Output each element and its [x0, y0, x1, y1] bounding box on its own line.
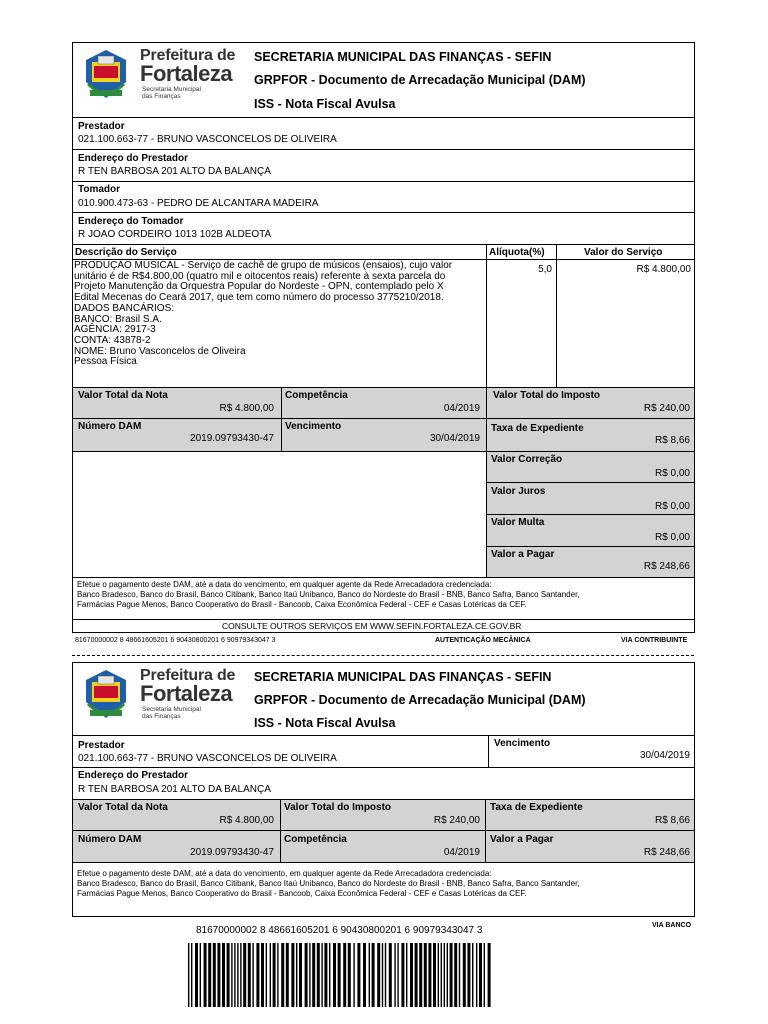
consulte-servicos: CONSULTE OUTROS SERVIÇOS EM WWW.SEFIN.FORTALEZA.CE.GOV.BR — [222, 621, 522, 631]
header-title-iss: ISS - Nota Fiscal Avulsa — [254, 716, 396, 730]
pagamento-line3: Farmácias Pague Menos, Banco Cooperativo do Brasil - Bancoob, Caixa Econômica Federal - CEF e Casas Lotéricas da CEF. — [77, 889, 527, 898]
taxa-expediente-label: Taxa de Expediente — [490, 802, 583, 813]
header-title-sefin: SECRETARIA MUNICIPAL DAS FINANÇAS - SEFIN — [254, 670, 552, 684]
endereco-prestador-value: R TEN BARBOSA 201 ALTO DA BALANÇA — [78, 784, 271, 795]
endereco-prestador-value: R TEN BARBOSA 201 ALTO DA BALANÇA — [78, 166, 271, 177]
aliquota-label: Alíquota(%) — [489, 247, 545, 258]
prestador-value: 021.100.663-77 - BRUNO VASCONCELOS DE OLIVEIRA — [78, 134, 337, 145]
pagamento-line2: Banco Bradesco, Banco do Brasil, Banco Citibank, Banco Itaú Unibanco, Banco do Nordeste do Brasil - BNB, Banco Safra, Banco Santander, — [77, 590, 580, 599]
pagamento-line3: Farmácias Pague Menos, Banco Cooperativo do Brasil - Bancoob, Caixa Econômica Federal - CEF e Casas Lotéricas da CEF. — [77, 600, 527, 609]
valor-juros-label: Valor Juros — [491, 486, 546, 497]
vencimento-value: 30/04/2019 — [429, 433, 480, 444]
aliquota-value: 5,0 — [538, 264, 552, 275]
numero-dam-label: Número DAM — [78, 834, 142, 845]
valor-juros-value: R$ 0,00 — [654, 501, 690, 512]
valor-multa-value: R$ 0,00 — [654, 532, 690, 543]
divider — [486, 244, 487, 387]
header-title-sefin: SECRETARIA MUNICIPAL DAS FINANÇAS - SEFIN — [254, 50, 552, 64]
competencia-value: 04/2019 — [443, 403, 480, 414]
linha-digitavel: 81670000002 8 48661605201 6 90430800201 6 90979343047 3 — [196, 925, 483, 936]
linha-digitavel-small: 81670000002 8 48661605201 6 90430800201 6 90979343047 3 — [75, 637, 276, 644]
divider — [488, 735, 489, 767]
prefeitura-logo — [76, 664, 246, 734]
header-title-dam: GRPFOR - Documento de Arrecadação Municipal (DAM) — [254, 73, 586, 87]
prestador-label: Prestador — [78, 740, 125, 751]
prefeitura-logo — [76, 44, 246, 114]
pagamento-line1: Efetue o pagamento deste DAM, até a data do vencimento, em qualquer agente da Rede Arrecadadora credenciada: — [77, 869, 492, 878]
numero-dam-label: Número DAM — [78, 421, 142, 432]
valor-total-nota-value: R$ 4.800,00 — [219, 403, 274, 414]
descricao-servico-label: Descrição do Serviço — [75, 247, 177, 258]
logo-line2: Fortaleza — [140, 61, 233, 86]
valor-pagar-label: Valor a Pagar — [490, 834, 554, 845]
endereco-prestador-label: Endereço do Prestador — [78, 153, 189, 164]
via-banco: VIA BANCO — [652, 922, 692, 929]
endereco-tomador-label: Endereço do Tomador — [78, 216, 184, 227]
divider — [72, 181, 695, 182]
taxa-expediente-value: R$ 8,66 — [654, 815, 690, 826]
endereco-tomador-value: R JOAO CORDEIRO 1013 102B ALDEOTA — [78, 229, 272, 240]
logo-subtitle: Secretaria Municipal das Finanças — [142, 706, 201, 720]
endereco-prestador-label: Endereço do Prestador — [78, 770, 189, 781]
numero-dam-value: 2019.09793430-47 — [190, 433, 274, 444]
header-title-iss: ISS - Nota Fiscal Avulsa — [254, 97, 396, 111]
barcode — [186, 943, 496, 1007]
valor-pagar-value: R$ 248,66 — [643, 847, 690, 858]
valor-pagar-label: Valor a Pagar — [491, 549, 555, 560]
descricao-servico-text: PRODUÇÃO MUSICAL - Serviço de cachê de grupo de músicos (ensaios), cujo valor unitário é de R$4.800,00 (quatro mil e oitocentos reais) referente à sexta parcela do Projeto Manutenção da Orquestra Popular do Nordeste - OPN, contemplado pelo X Edital Mecenas do Ceará 2017, que tem como número do processo 3775210/2018. DADOS BANCÁRIOS: BANCO: Brasil S.A. AGÊNCIA: 2917-3 CONTA: 43878-2 NOME: Bruno Vasconcelos de Oliveira Pessoa Física — [74, 260, 453, 368]
logo-line1: Prefeitura de — [140, 47, 236, 64]
pagamento-line1: Efetue o pagamento deste DAM, até a data do vencimento, em qualquer agente da Rede Arrecadadora credenciada: — [77, 580, 492, 589]
vencimento-value: 30/04/2019 — [639, 750, 690, 761]
divider — [72, 619, 695, 620]
tomador-label: Tomador — [78, 184, 121, 195]
valor-multa-label: Valor Multa — [491, 517, 545, 528]
divider — [72, 117, 695, 118]
prestador-label: Prestador — [78, 121, 125, 132]
competencia-label: Competência — [284, 834, 347, 845]
valor-servico-value: R$ 4.800,00 — [636, 264, 691, 275]
divider — [72, 735, 695, 736]
numero-dam-value: 2019.09793430-47 — [190, 847, 274, 858]
divider — [72, 149, 695, 150]
divider — [72, 244, 695, 245]
vencimento-label: Vencimento — [285, 421, 342, 432]
city-crest-icon — [78, 666, 134, 722]
prestador-value: 021.100.663-77 - BRUNO VASCONCELOS DE OLIVEIRA — [78, 753, 337, 764]
divider — [556, 244, 557, 387]
tomador-value: 010.900.473-63 - PEDRO DE ALCANTARA MADEIRA — [78, 198, 319, 209]
logo-line2: Fortaleza — [140, 681, 233, 706]
valor-total-nota-label: Valor Total da Nota — [78, 802, 168, 813]
valor-correcao-label: Valor Correção — [491, 454, 563, 465]
competencia-value: 04/2019 — [443, 847, 480, 858]
valor-total-nota-label: Valor Total da Nota — [78, 390, 168, 401]
blank-area — [72, 451, 487, 578]
competencia-label: Competência — [285, 390, 348, 401]
valor-total-imposto-label: Valor Total do Imposto — [493, 390, 601, 401]
pagamento-line2: Banco Bradesco, Banco do Brasil, Banco Citibank, Banco Itaú Unibanco, Banco do Nordeste do Brasil - BNB, Banco Safra, Banco Santander, — [77, 879, 580, 888]
valor-total-nota-value: R$ 4.800,00 — [219, 815, 274, 826]
vencimento-label: Vencimento — [494, 738, 551, 749]
autenticacao-mecanica: AUTENTICAÇÃO MECÂNICA — [435, 637, 531, 644]
valor-correcao-value: R$ 0,00 — [654, 468, 690, 479]
cut-line — [72, 655, 694, 656]
taxa-expediente-label: Taxa de Expediente — [491, 423, 584, 434]
valor-total-imposto-value: R$ 240,00 — [433, 815, 480, 826]
valor-total-imposto-value: R$ 240,00 — [643, 403, 690, 414]
divider — [72, 212, 695, 213]
valor-pagar-value: R$ 248,66 — [643, 561, 690, 572]
logo-subtitle: Secretaria Municipal das Finanças — [142, 86, 201, 100]
valor-servico-label: Valor do Serviço — [584, 247, 663, 258]
valor-total-imposto-label: Valor Total do Imposto — [284, 802, 392, 813]
city-crest-icon — [78, 46, 134, 102]
divider — [72, 767, 695, 768]
header-title-dam: GRPFOR - Documento de Arrecadação Municipal (DAM) — [254, 693, 586, 707]
via-contribuinte: VIA CONTRIBUINTE — [621, 637, 688, 644]
logo-line1: Prefeitura de — [140, 667, 236, 684]
taxa-expediente-value: R$ 8,66 — [654, 435, 690, 446]
